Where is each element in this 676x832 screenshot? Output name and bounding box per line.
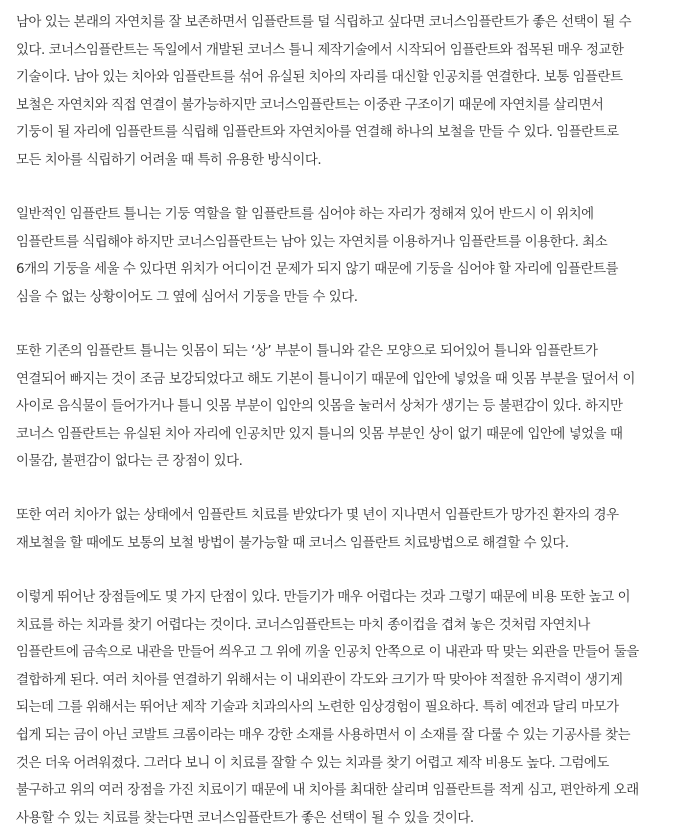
paragraph-pillar-placement <box>16 201 662 311</box>
text-line: 것은 더욱 어려워졌다. 그러다 보니 이 치료를 잘할 수 있는 치과를 찾기 어렵고 제작 비용도 높다. 그럼에도 <box>16 755 609 771</box>
text-line: 코너스 임플란트는 유실된 치아 자리에 인공치만 있지 틀니의 잇몸 부분인 상이 없기 때문에 입안에 넣었을 때 <box>16 426 623 442</box>
text-line: 불구하고 위의 여러 장점을 가진 치료이기 때문에 내 치아를 최대한 살리며 임플란트를 적게 심고, 편안하게 오래 <box>16 783 639 799</box>
text-line: 6개의 기둥을 세울 수 있다면 위치가 어디이건 문제가 되지 않기 때문에 기둥을 심어야 할 자리에 임플란트를 <box>16 262 619 278</box>
text-line: 사용할 수 있는 치료를 찾는다면 코너스임플란트가 좋은 선택이 될 수 있을 것이다. <box>16 810 474 826</box>
text-line: 되는데 그를 위해서는 뛰어난 제작 기술과 치과의사의 노련한 임상경험이 필요하다. 특히 예전과 달리 마모가 <box>16 700 619 716</box>
paragraph-drawbacks <box>16 584 662 832</box>
text-line: 결합하게 된다. 여러 치아를 연결하기 위해서는 이 내외관이 각도와 크기가 딱 맞아야 적절한 유지력이 생기게 <box>16 672 623 688</box>
text-line: 치료를 하는 치과를 찾기 어렵다는 것이다. 코너스임플란트는 마치 종이컵을 겹쳐 놓은 것처럼 자연치나 <box>16 617 590 633</box>
paragraph-intro <box>16 9 662 175</box>
paragraph-reprosthesis <box>16 502 662 557</box>
text-line: 기술이다. 남아 있는 치아와 임플란트를 섞어 유실된 치아의 자리를 대신할 인공치를 연결한다. 보통 임플란트 <box>16 70 623 86</box>
text-line: 있다. 코너스임플란트는 독일에서 개발된 코너스 틀니 제작기술에서 시작되어 임플란트와 접목된 매우 정교한 <box>16 42 624 58</box>
article-body <box>0 9 676 832</box>
text-line: 보철은 자연치와 직접 연결이 불가능하지만 코너스임플란트는 이중관 구조이기 때문에 자연치를 살리면서 <box>16 97 604 113</box>
text-line: 사이로 음식물이 들어가거나 틀니 잇몸 부분이 입안의 잇몸을 눌러서 상처가 생기는 등 불편감이 있다. 하지만 <box>16 399 623 415</box>
text-line: 쉽게 되는 금이 아닌 코발트 크롬이라는 매우 강한 소재를 사용하면서 이 소재를 잘 다룰 수 있는 기공사를 찾는 <box>16 728 631 744</box>
text-line: 임플란트에 금속으로 내관을 만들어 씌우고 그 위에 끼울 인공치 안쪽으로 이 내관과 딱 맞는 외관을 만들어 둘을 <box>16 645 639 661</box>
paragraph-comfort <box>16 338 662 476</box>
text-line: 모든 치아를 식립하기 어려울 때 특히 유용한 방식이다. <box>16 152 322 168</box>
text-line: 또한 여러 치아가 없는 상태에서 임플란트 치료를 받았다가 몇 년이 지나면서 임플란트가 망가진 환자의 경우 <box>16 508 619 524</box>
text-line: 이렇게 뛰어난 장점들에도 몇 가지 단점이 있다. 만들기가 매우 어렵다는 것과 그렇기 때문에 비용 또한 높고 이 <box>16 590 631 606</box>
text-line: 임플란트를 식립해야 하지만 코너스임플란트는 남아 있는 자연치를 이용하거나 임플란트를 이용한다. 최소 <box>16 234 608 250</box>
text-line: 이물감, 불편감이 없다는 큰 장점이 있다. <box>16 454 243 470</box>
text-line: 심을 수 없는 상황이어도 그 옆에 심어서 기둥을 만들 수 있다. <box>16 289 358 305</box>
text-line: 기둥이 될 자리에 임플란트를 식립해 임플란트와 자연치아를 연결해 하나의 보철을 만들 수 있다. 임플란트로 <box>16 125 619 141</box>
text-line: 연결되어 빠지는 것이 조금 보강되었다고 해도 기본이 틀니이기 때문에 입안에 넣었을 때 잇몸 부분을 덮어서 이 <box>16 371 635 387</box>
text-line: 일반적인 임플란트 틀니는 기둥 역할을 할 임플란트를 심어야 하는 자리가 정해져 있어 반드시 이 위치에 <box>16 207 594 223</box>
text-line: 남아 있는 본래의 자연치를 잘 보존하면서 임플란트를 덜 식립하고 싶다면 코너스임플란트가 좋은 선택이 될 수 <box>16 15 632 30</box>
text-line: 또한 기존의 임플란트 틀니는 잇몸이 되는 ‘상’ 부분이 틀니와 같은 모양으로 되어있어 틀니와 임플란트가 <box>16 343 598 359</box>
text-line: 재보철을 할 때에도 보통의 보철 방법이 불가능할 때 코너스 임플란트 치료방법으로 해결할 수 있다. <box>16 536 569 551</box>
